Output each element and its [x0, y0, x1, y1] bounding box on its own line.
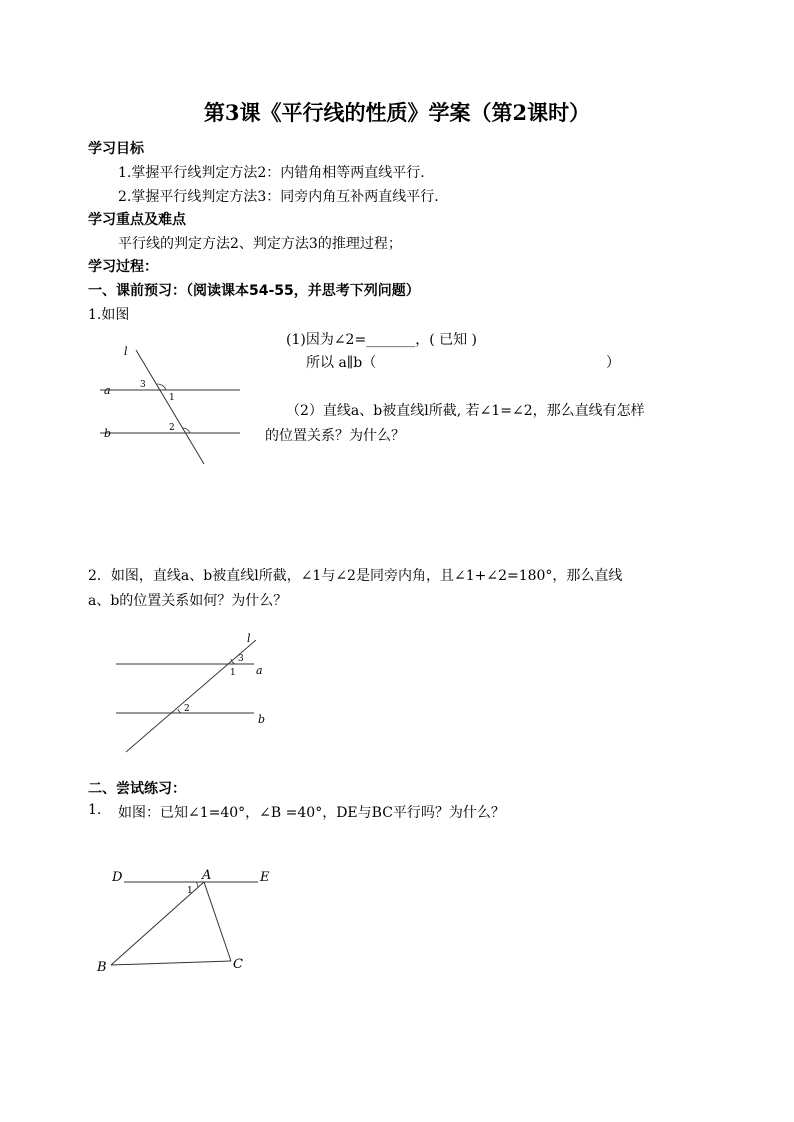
question1-label: 1.如图: [88, 307, 130, 323]
figure-3-label-c: C: [233, 957, 243, 972]
section2-heading: 二、尝试练习：: [88, 781, 186, 797]
question2-line2: a、b的位置关系如何？为什么？: [88, 593, 288, 609]
figure-3-angle-1-arc: [196, 882, 198, 887]
figure-2-angle-2-arc: [178, 709, 181, 713]
figure-3-label-b: B: [97, 960, 107, 975]
question2-line1: 2．如图，直线a、b被直线l所截，∠1与∠2是同旁内角，且∠1+∠2=180°，那么直线: [88, 568, 623, 584]
figure-3-label-a: A: [202, 868, 212, 883]
figure-2-label-b: b: [258, 713, 266, 726]
exercise1-text: 如图：已知∠1=40°，∠B =40°，DE与BC平行吗？为什么？: [118, 805, 505, 821]
key-points-text: 平行线的判定方法2、判定方法3的推理过程；: [118, 236, 402, 252]
key-points-heading: 学习重点及难点: [88, 212, 186, 228]
question1-part1-line2-end: ）: [606, 355, 620, 371]
objectives-heading: 学习目标: [88, 141, 144, 157]
figure-2-label-angle1: 1: [230, 668, 236, 678]
figure-1-label-b: b: [104, 427, 112, 440]
question1-part1-line2-start: 所以 a∥b（: [306, 355, 377, 371]
figure-3-side-bc: [111, 961, 231, 965]
exercise1-number: 1.: [88, 802, 102, 818]
section1-heading: 一、课前预习：（阅读课本54-55，并思考下列问题）: [88, 283, 420, 299]
figure-3: [90, 860, 280, 980]
objective-item-1: 1.掌握平行线判定方法2：内错角相等两直线平行.: [118, 165, 425, 181]
figure-1-label-angle3: 3: [140, 380, 146, 390]
figure-1: [100, 340, 260, 470]
figure-2-label-l: l: [247, 632, 251, 645]
question1-part2-line2: 的位置关系？为什么？: [265, 428, 405, 444]
figure-3-side-ac: [204, 882, 231, 961]
question1-part2-line1: （2）直线a、b被直线l所截, 若∠1=∠2，那么直线有怎样: [286, 403, 645, 419]
figure-2-line-l: [126, 640, 256, 752]
figure-2-label-a: a: [256, 664, 263, 677]
figure-1-label-l: l: [124, 345, 128, 358]
figure-1-line-l: [136, 350, 204, 464]
page-title: 第3课《平行线的性质》学案（第2课时）: [203, 100, 591, 125]
figure-1-label-angle2: 2: [169, 423, 175, 433]
figure-1-label-a: a: [104, 384, 111, 397]
figure-3-label-angle1: 1: [187, 886, 193, 896]
figure-2-label-angle2: 2: [184, 704, 190, 714]
figure-3-label-e: E: [260, 870, 270, 885]
question1-part1-line1: (1)因为∠2=_______，( 已知 ): [286, 332, 478, 348]
figure-3-label-d: D: [112, 870, 123, 885]
figure-1-label-angle1: 1: [169, 393, 175, 403]
figure-2-label-angle3: 3: [238, 654, 244, 664]
objective-item-2: 2.掌握平行线判定方法3：同旁内角互补两直线平行.: [118, 189, 439, 205]
figure-2: [110, 630, 280, 760]
process-heading: 学习过程：: [88, 259, 158, 275]
